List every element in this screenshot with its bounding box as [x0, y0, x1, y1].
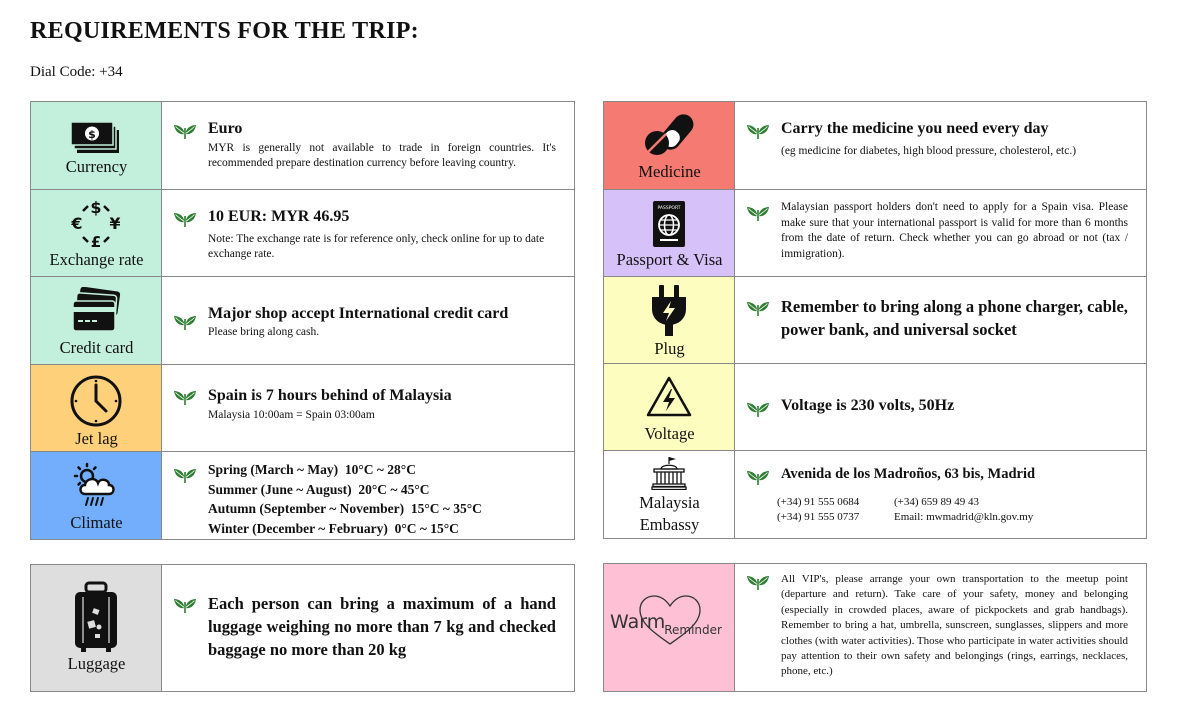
voltage-label: Voltage [644, 424, 695, 443]
climate-autumn: Autumn (September ~ November) 15°C ~ 35°C [208, 501, 482, 517]
plug-label: Plug [654, 339, 685, 358]
leaf-bullet-icon [173, 122, 197, 140]
money-bills-icon [70, 121, 122, 155]
credit-heading: Major shop accept International credit card [208, 305, 509, 322]
plug-heading: Remember to bring along a phone charger, cable, power bank, and universal socket [781, 297, 1128, 340]
exchange-label: Exchange rate [49, 250, 144, 269]
luggage-cell [31, 565, 162, 691]
credit-card-icon [71, 287, 121, 335]
suitcase-icon [71, 581, 121, 653]
jetlag-cell [31, 365, 162, 452]
currency-exchange-icon [68, 197, 124, 253]
credit-note: Please bring along cash. [208, 325, 320, 338]
embassy-email: Email: mwmadrid@kln.gov.my [894, 511, 1034, 523]
medicine-cell [604, 102, 735, 190]
embassy-label-line2: Embassy [639, 515, 700, 534]
leaf-bullet-icon [173, 466, 197, 484]
row-luggage [31, 565, 574, 691]
exchange-cell [31, 190, 162, 277]
logo-word-warm: Warm [610, 611, 666, 633]
plug-icon [649, 283, 689, 337]
leaf-bullet-icon [173, 388, 197, 406]
embassy-phone-2: (+34) 91 555 0737 [777, 511, 860, 523]
row-plug [604, 276, 1146, 364]
weather-icon [71, 462, 121, 508]
row-credit-card [31, 276, 574, 365]
row-passport [604, 189, 1146, 277]
svg-text:€: € [71, 214, 83, 233]
leaf-bullet-icon [173, 210, 197, 228]
page-title: REQUIREMENTS FOR THE TRIP: [30, 18, 419, 44]
voltage-cell [604, 364, 735, 451]
logo-word-reminder: Reminder [664, 623, 722, 637]
clock-icon [69, 374, 123, 428]
leaf-bullet-icon [173, 313, 197, 331]
leaf-bullet-icon [746, 204, 770, 222]
reminder-text: All VIP's, please arrange your own transportation to the meetup point (departure and return). Take care of your safety, money and belonging (especially in crowded places, aware of pickpockets and grab handbags). Remember to bring a hat, umbrella, sunscreen, sunglasses, slippers and more clothes (with water activities). Those who participate in water activities should pay attention to their own safety and belongings (rings, earrings, necklaces, phone, etc.) [781, 573, 1128, 678]
leaf-bullet-icon [746, 299, 770, 317]
passport-label: Passport & Visa [616, 250, 723, 269]
passport-cell [604, 190, 735, 277]
currency-label: Currency [65, 157, 128, 176]
row-voltage [604, 363, 1146, 451]
embassy-address: Avenida de los Madroños, 63 bis, Madrid [781, 466, 1036, 482]
embassy-phone-1: (+34) 91 555 0684 [777, 496, 860, 508]
row-exchange-rate [31, 189, 574, 277]
embassy-phone-3: (+34) 659 89 49 43 [894, 496, 980, 508]
climate-summer: Summer (June ~ August) 20°C ~ 45°C [208, 481, 430, 497]
dial-code: Dial Code: +34 [30, 64, 123, 80]
svg-text:$: $ [88, 128, 96, 141]
leaf-bullet-icon [746, 573, 770, 591]
leaf-bullet-icon [173, 596, 197, 614]
pill-icon [643, 110, 695, 160]
plug-cell [604, 277, 735, 364]
luggage-label: Luggage [67, 654, 126, 673]
row-currency [31, 102, 574, 190]
svg-text:¥: ¥ [109, 214, 121, 233]
climate-label: Climate [70, 513, 123, 532]
embassy-label-line1: Malaysia [639, 493, 700, 512]
jetlag-heading: Spain is 7 hours behind of Malaysia [208, 387, 452, 404]
exchange-heading: 10 EUR: MYR 46.95 [208, 208, 350, 225]
row-embassy [604, 450, 1146, 538]
embassy-building-icon [651, 456, 687, 490]
reminder-table [603, 563, 1147, 692]
embassy-cell [604, 451, 735, 538]
jetlag-label: Jet lag [75, 429, 118, 448]
warm-reminder-logo [610, 611, 735, 637]
medicine-note: (eg medicine for diabetes, high blood pressure, cholesterol, etc.) [781, 144, 1077, 157]
row-jet-lag [31, 364, 574, 452]
climate-spring: Spring (March ~ May) 10°C ~ 28°C [208, 462, 416, 477]
luggage-table [30, 564, 575, 692]
luggage-text: Each person can bring a maximum of a hand luggage weighing no more than 7 kg and checked baggage no more than 20 kg [208, 594, 556, 660]
exchange-note: Note: The exchange rate is for reference only, check online for up to date exchange rate. [208, 232, 545, 261]
row-climate [31, 451, 574, 539]
medicine-heading: Carry the medicine you need every day [781, 120, 1049, 137]
svg-text:$: $ [90, 198, 102, 217]
leaf-bullet-icon [746, 122, 770, 140]
jetlag-note: Malaysia 10:00am = Spain 03:00am [208, 408, 375, 421]
leaf-bullet-icon [746, 468, 770, 486]
credit-cell [31, 277, 162, 365]
svg-text:£: £ [90, 233, 102, 251]
row-medicine [604, 102, 1146, 190]
currency-heading: Euro [208, 120, 243, 137]
passport-note: Malaysian passport holders don't need to apply for a Spain visa. Please make sure that your international passport is valid for more than 6 months from the date of return. Check whether you can go abroad or not (tax / immigration). [781, 201, 1128, 260]
climate-winter: Winter (December ~ February) 0°C ~ 15°C [208, 520, 459, 536]
row-reminder [604, 564, 1146, 691]
currency-note: MYR is generally not available to trade in foreign countries. It's recommended prepare destination currency before leaving country. [208, 141, 556, 170]
leaf-bullet-icon [746, 400, 770, 418]
medicine-label: Medicine [638, 162, 701, 181]
passport-icon [652, 200, 686, 248]
svg-text:PASSPORT: PASSPORT [657, 206, 681, 211]
high-voltage-icon [645, 375, 693, 419]
right-table [603, 101, 1147, 539]
currency-cell [31, 102, 162, 190]
left-table [30, 101, 575, 540]
voltage-heading: Voltage is 230 volts, 50Hz [781, 397, 955, 414]
climate-cell [31, 452, 162, 539]
credit-label: Credit card [59, 338, 134, 357]
reminder-cell [604, 564, 735, 691]
